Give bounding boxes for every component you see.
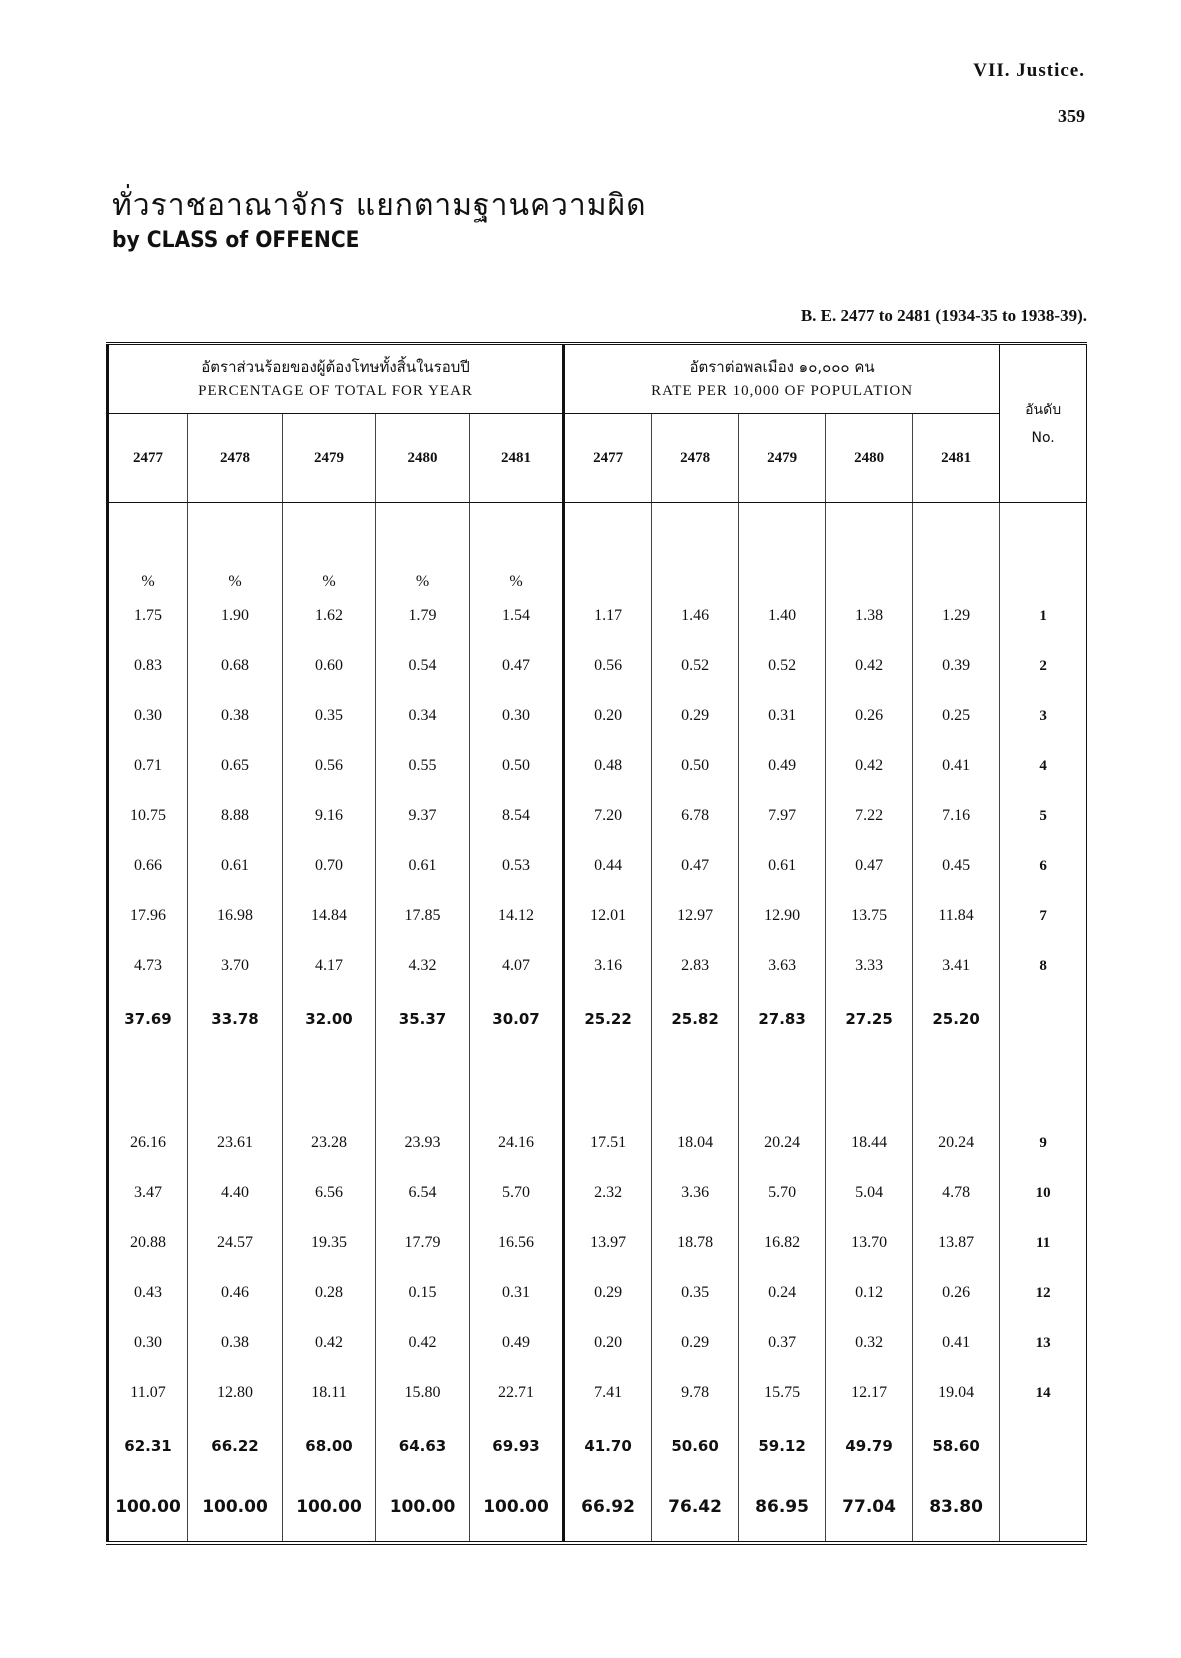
percent-cell: 1.79 xyxy=(376,591,470,641)
percent-cell: 10.75 xyxy=(108,791,188,841)
empty-cell xyxy=(1000,503,1087,592)
percent-cell: 0.83 xyxy=(108,641,188,691)
page-number: 359 xyxy=(1058,106,1085,126)
table-row xyxy=(108,1168,1087,1218)
percent-cell: 23.61 xyxy=(188,1118,283,1168)
rate-cell: 0.29 xyxy=(652,691,739,741)
percent-cell: 6.56 xyxy=(283,1168,376,1218)
percent-cell: 0.15 xyxy=(376,1268,470,1318)
table-row xyxy=(108,891,1087,941)
rate-cell: 27.83 xyxy=(739,991,826,1046)
percent-cell: 0.55 xyxy=(376,741,470,791)
percent-cell: 0.71 xyxy=(108,741,188,791)
percent-cell: 4.17 xyxy=(283,941,376,991)
rate-cell: 0.50 xyxy=(652,741,739,791)
percent-cell: 0.56 xyxy=(283,741,376,791)
table-row xyxy=(108,691,1087,741)
rate-cell: 17.51 xyxy=(564,1118,652,1168)
empty-cell xyxy=(913,1046,1000,1118)
year-header: 2479 xyxy=(739,414,826,503)
percent-cell: 100.00 xyxy=(188,1473,283,1543)
percent-cell: 11.07 xyxy=(108,1368,188,1418)
rate-cell: 13.70 xyxy=(826,1218,913,1268)
percent-cell: 0.30 xyxy=(470,691,564,741)
empty-cell xyxy=(564,503,652,592)
rate-cell: 0.41 xyxy=(913,1318,1000,1368)
percent-sign: % xyxy=(376,503,470,592)
table-row xyxy=(108,1318,1087,1368)
empty-cell xyxy=(1000,1046,1087,1118)
row-number: 3 xyxy=(1000,691,1087,741)
row-number: 9 xyxy=(1000,1118,1087,1168)
percent-cell: 18.11 xyxy=(283,1368,376,1418)
group-rate-english: RATE PER 10,000 OF POPULATION xyxy=(651,383,914,399)
percent-cell: 0.53 xyxy=(470,841,564,891)
rate-cell: 0.29 xyxy=(652,1318,739,1368)
rate-cell: 16.82 xyxy=(739,1218,826,1268)
percent-cell: 24.57 xyxy=(188,1218,283,1268)
percent-cell: 100.00 xyxy=(376,1473,470,1543)
rate-cell: 25.82 xyxy=(652,991,739,1046)
percent-cell: 0.66 xyxy=(108,841,188,891)
percent-cell: 0.35 xyxy=(283,691,376,741)
percent-cell: 9.16 xyxy=(283,791,376,841)
rate-cell: 0.29 xyxy=(564,1268,652,1318)
empty-cell xyxy=(739,1046,826,1118)
percent-cell: 35.37 xyxy=(376,991,470,1046)
empty-cell xyxy=(826,503,913,592)
table-row xyxy=(108,1268,1087,1318)
row-number xyxy=(1000,1418,1087,1473)
percent-cell: 4.40 xyxy=(188,1168,283,1218)
rate-cell: 3.63 xyxy=(739,941,826,991)
rate-cell: 66.92 xyxy=(564,1473,652,1543)
rate-cell: 0.61 xyxy=(739,841,826,891)
rate-cell: 27.25 xyxy=(826,991,913,1046)
rate-cell: 13.87 xyxy=(913,1218,1000,1268)
no-column-header xyxy=(1000,344,1087,503)
rate-cell: 12.90 xyxy=(739,891,826,941)
group-percent-english: PERCENTAGE OF TOTAL FOR YEAR xyxy=(198,383,473,399)
rate-cell: 4.78 xyxy=(913,1168,1000,1218)
offence-table xyxy=(106,342,1087,1545)
rate-cell: 18.44 xyxy=(826,1118,913,1168)
year-header: 2480 xyxy=(826,414,913,503)
row-number: 7 xyxy=(1000,891,1087,941)
no-header-thai: อันดับ xyxy=(1025,401,1062,418)
rate-cell: 1.40 xyxy=(739,591,826,641)
rate-cell: 2.32 xyxy=(564,1168,652,1218)
percent-cell: 62.31 xyxy=(108,1418,188,1473)
rate-cell: 15.75 xyxy=(739,1368,826,1418)
percent-sign: % xyxy=(188,503,283,592)
rate-cell: 3.33 xyxy=(826,941,913,991)
empty-cell xyxy=(564,1046,652,1118)
empty-cell xyxy=(108,1046,188,1118)
percent-sign-row xyxy=(108,503,1087,592)
percent-cell: 14.12 xyxy=(470,891,564,941)
year-header: 2478 xyxy=(188,414,283,503)
row-number: 8 xyxy=(1000,941,1087,991)
percent-cell: 26.16 xyxy=(108,1118,188,1168)
rate-cell: 77.04 xyxy=(826,1473,913,1543)
row-number: 1 xyxy=(1000,591,1087,641)
percent-cell: 0.50 xyxy=(470,741,564,791)
rate-cell: 25.20 xyxy=(913,991,1000,1046)
percent-cell: 0.38 xyxy=(188,1318,283,1368)
percent-cell: 17.85 xyxy=(376,891,470,941)
rate-cell: 59.12 xyxy=(739,1418,826,1473)
percent-sign: % xyxy=(283,503,376,592)
rate-cell: 0.20 xyxy=(564,691,652,741)
percent-cell: 0.34 xyxy=(376,691,470,741)
empty-cell xyxy=(739,503,826,592)
rate-cell: 1.29 xyxy=(913,591,1000,641)
title-english: by CLASS of OFFENCE xyxy=(112,228,360,253)
row-number: 5 xyxy=(1000,791,1087,841)
rate-cell: 0.56 xyxy=(564,641,652,691)
percent-cell: 32.00 xyxy=(283,991,376,1046)
empty-cell xyxy=(283,1046,376,1118)
percent-cell: 14.84 xyxy=(283,891,376,941)
percent-cell: 0.70 xyxy=(283,841,376,891)
total-row xyxy=(108,1473,1087,1543)
rate-cell: 19.04 xyxy=(913,1368,1000,1418)
percent-cell: 4.32 xyxy=(376,941,470,991)
rate-cell: 20.24 xyxy=(739,1118,826,1168)
group-header-percent xyxy=(108,344,564,414)
empty-cell xyxy=(376,1046,470,1118)
percent-cell: 30.07 xyxy=(470,991,564,1046)
year-header: 2478 xyxy=(652,414,739,503)
rate-cell: 7.16 xyxy=(913,791,1000,841)
rate-cell: 5.04 xyxy=(826,1168,913,1218)
percent-cell: 0.30 xyxy=(108,691,188,741)
rate-cell: 0.24 xyxy=(739,1268,826,1318)
spacer-row xyxy=(108,1046,1087,1118)
rate-cell: 58.60 xyxy=(913,1418,1000,1473)
rate-cell: 0.42 xyxy=(826,741,913,791)
percent-cell: 37.69 xyxy=(108,991,188,1046)
rate-cell: 5.70 xyxy=(739,1168,826,1218)
empty-cell xyxy=(188,1046,283,1118)
rate-cell: 3.36 xyxy=(652,1168,739,1218)
rate-cell: 9.78 xyxy=(652,1368,739,1418)
percent-cell: 33.78 xyxy=(188,991,283,1046)
subtotal-row xyxy=(108,991,1087,1046)
percent-cell: 8.88 xyxy=(188,791,283,841)
rate-cell: 0.48 xyxy=(564,741,652,791)
table-row xyxy=(108,841,1087,891)
year-header: 2477 xyxy=(108,414,188,503)
rate-cell: 0.31 xyxy=(739,691,826,741)
empty-cell xyxy=(470,1046,564,1118)
rate-cell: 7.97 xyxy=(739,791,826,841)
percent-cell: 4.73 xyxy=(108,941,188,991)
percent-cell: 1.75 xyxy=(108,591,188,641)
percent-cell: 0.42 xyxy=(376,1318,470,1368)
percent-cell: 15.80 xyxy=(376,1368,470,1418)
percent-cell: 100.00 xyxy=(283,1473,376,1543)
percent-cell: 0.60 xyxy=(283,641,376,691)
percent-cell: 19.35 xyxy=(283,1218,376,1268)
table-row xyxy=(108,1118,1087,1168)
rate-cell: 7.20 xyxy=(564,791,652,841)
percent-cell: 69.93 xyxy=(470,1418,564,1473)
percent-sign: % xyxy=(470,503,564,592)
rate-cell: 7.22 xyxy=(826,791,913,841)
percent-cell: 0.68 xyxy=(188,641,283,691)
rate-cell: 13.97 xyxy=(564,1218,652,1268)
rate-cell: 1.17 xyxy=(564,591,652,641)
table-row xyxy=(108,941,1087,991)
rate-cell: 0.47 xyxy=(652,841,739,891)
rate-cell: 86.95 xyxy=(739,1473,826,1543)
percent-cell: 100.00 xyxy=(108,1473,188,1543)
rate-cell: 18.04 xyxy=(652,1118,739,1168)
row-number: 6 xyxy=(1000,841,1087,891)
percent-cell: 5.70 xyxy=(470,1168,564,1218)
percent-cell: 64.63 xyxy=(376,1418,470,1473)
percent-cell: 1.62 xyxy=(283,591,376,641)
percent-cell: 0.54 xyxy=(376,641,470,691)
percent-cell: 4.07 xyxy=(470,941,564,991)
percent-cell: 17.79 xyxy=(376,1218,470,1268)
percent-cell: 0.31 xyxy=(470,1268,564,1318)
row-number: 12 xyxy=(1000,1268,1087,1318)
row-number xyxy=(1000,991,1087,1046)
percent-cell: 12.80 xyxy=(188,1368,283,1418)
percent-cell: 0.46 xyxy=(188,1268,283,1318)
rate-cell: 7.41 xyxy=(564,1368,652,1418)
rate-cell: 0.42 xyxy=(826,641,913,691)
table-row xyxy=(108,591,1087,641)
no-header-english: No. xyxy=(1031,429,1055,446)
year-header: 2481 xyxy=(913,414,1000,503)
percent-cell: 0.38 xyxy=(188,691,283,741)
rate-cell: 18.78 xyxy=(652,1218,739,1268)
percent-cell: 24.16 xyxy=(470,1118,564,1168)
rate-cell: 0.49 xyxy=(739,741,826,791)
percent-cell: 66.22 xyxy=(188,1418,283,1473)
table-row xyxy=(108,1368,1087,1418)
percent-cell: 3.70 xyxy=(188,941,283,991)
percent-cell: 0.61 xyxy=(376,841,470,891)
percent-cell: 0.30 xyxy=(108,1318,188,1368)
row-number: 2 xyxy=(1000,641,1087,691)
percent-cell: 0.28 xyxy=(283,1268,376,1318)
percent-cell: 1.54 xyxy=(470,591,564,641)
percent-cell: 23.28 xyxy=(283,1118,376,1168)
rate-cell: 0.20 xyxy=(564,1318,652,1368)
rate-cell: 50.60 xyxy=(652,1418,739,1473)
subtotal-row xyxy=(108,1418,1087,1473)
percent-cell: 0.47 xyxy=(470,641,564,691)
rate-cell: 13.75 xyxy=(826,891,913,941)
percent-cell: 0.61 xyxy=(188,841,283,891)
year-header: 2481 xyxy=(470,414,564,503)
rate-cell: 76.42 xyxy=(652,1473,739,1543)
percent-cell: 20.88 xyxy=(108,1218,188,1268)
percent-cell: 17.96 xyxy=(108,891,188,941)
rate-cell: 0.26 xyxy=(913,1268,1000,1318)
rate-cell: 49.79 xyxy=(826,1418,913,1473)
rate-cell: 0.39 xyxy=(913,641,1000,691)
row-number: 14 xyxy=(1000,1368,1087,1418)
rate-cell: 0.26 xyxy=(826,691,913,741)
group-header-rate xyxy=(564,344,1000,414)
percent-cell: 100.00 xyxy=(470,1473,564,1543)
rate-cell: 6.78 xyxy=(652,791,739,841)
year-header: 2480 xyxy=(376,414,470,503)
rate-cell: 1.46 xyxy=(652,591,739,641)
row-number xyxy=(1000,1473,1087,1543)
rate-cell: 0.41 xyxy=(913,741,1000,791)
year-header: 2479 xyxy=(283,414,376,503)
row-number: 4 xyxy=(1000,741,1087,791)
percent-cell: 6.54 xyxy=(376,1168,470,1218)
rate-cell: 25.22 xyxy=(564,991,652,1046)
group-rate-thai: อัตราต่อพลเมือง ๑๐,๐๐๐ คน xyxy=(689,358,875,376)
rate-cell: 3.16 xyxy=(564,941,652,991)
percent-sign: % xyxy=(108,503,188,592)
percent-cell: 8.54 xyxy=(470,791,564,841)
rate-cell: 0.35 xyxy=(652,1268,739,1318)
table-row xyxy=(108,791,1087,841)
table-row xyxy=(108,741,1087,791)
rate-cell: 0.45 xyxy=(913,841,1000,891)
rate-cell: 1.38 xyxy=(826,591,913,641)
percent-cell: 3.47 xyxy=(108,1168,188,1218)
rate-cell: 41.70 xyxy=(564,1418,652,1473)
empty-cell xyxy=(913,503,1000,592)
rate-cell: 0.44 xyxy=(564,841,652,891)
percent-cell: 0.42 xyxy=(283,1318,376,1368)
title-thai: ทั่วราชอาณาจักร แยกตามฐานความผิด xyxy=(112,188,647,223)
percent-cell: 68.00 xyxy=(283,1418,376,1473)
rate-cell: 11.84 xyxy=(913,891,1000,941)
percent-cell: 23.93 xyxy=(376,1118,470,1168)
group-percent-thai: อัตราส่วนร้อยของผู้ต้องโทษทั้งสิ้นในรอบปี xyxy=(201,358,470,376)
table-row xyxy=(108,1218,1087,1268)
row-number: 11 xyxy=(1000,1218,1087,1268)
rate-cell: 20.24 xyxy=(913,1118,1000,1168)
row-number: 13 xyxy=(1000,1318,1087,1368)
running-head: VII. Justice. xyxy=(973,60,1085,81)
percent-cell: 1.90 xyxy=(188,591,283,641)
row-number: 10 xyxy=(1000,1168,1087,1218)
period-label: B. E. 2477 to 2481 (1934-35 to 1938-39). xyxy=(800,306,1087,325)
rate-cell: 12.17 xyxy=(826,1368,913,1418)
rate-cell: 0.32 xyxy=(826,1318,913,1368)
rate-cell: 0.12 xyxy=(826,1268,913,1318)
rate-cell: 2.83 xyxy=(652,941,739,991)
percent-cell: 16.56 xyxy=(470,1218,564,1268)
rate-cell: 0.47 xyxy=(826,841,913,891)
rate-cell: 3.41 xyxy=(913,941,1000,991)
percent-cell: 16.98 xyxy=(188,891,283,941)
percent-cell: 0.65 xyxy=(188,741,283,791)
rate-cell: 83.80 xyxy=(913,1473,1000,1543)
percent-cell: 0.43 xyxy=(108,1268,188,1318)
year-header: 2477 xyxy=(564,414,652,503)
percent-cell: 22.71 xyxy=(470,1368,564,1418)
percent-cell: 0.49 xyxy=(470,1318,564,1368)
rate-cell: 0.52 xyxy=(739,641,826,691)
table-row xyxy=(108,641,1087,691)
rate-cell: 0.37 xyxy=(739,1318,826,1368)
rate-cell: 0.52 xyxy=(652,641,739,691)
empty-cell xyxy=(652,1046,739,1118)
rate-cell: 12.01 xyxy=(564,891,652,941)
year-header-row xyxy=(108,414,1087,503)
empty-cell xyxy=(652,503,739,592)
empty-cell xyxy=(826,1046,913,1118)
percent-cell: 9.37 xyxy=(376,791,470,841)
rate-cell: 0.25 xyxy=(913,691,1000,741)
rate-cell: 12.97 xyxy=(652,891,739,941)
